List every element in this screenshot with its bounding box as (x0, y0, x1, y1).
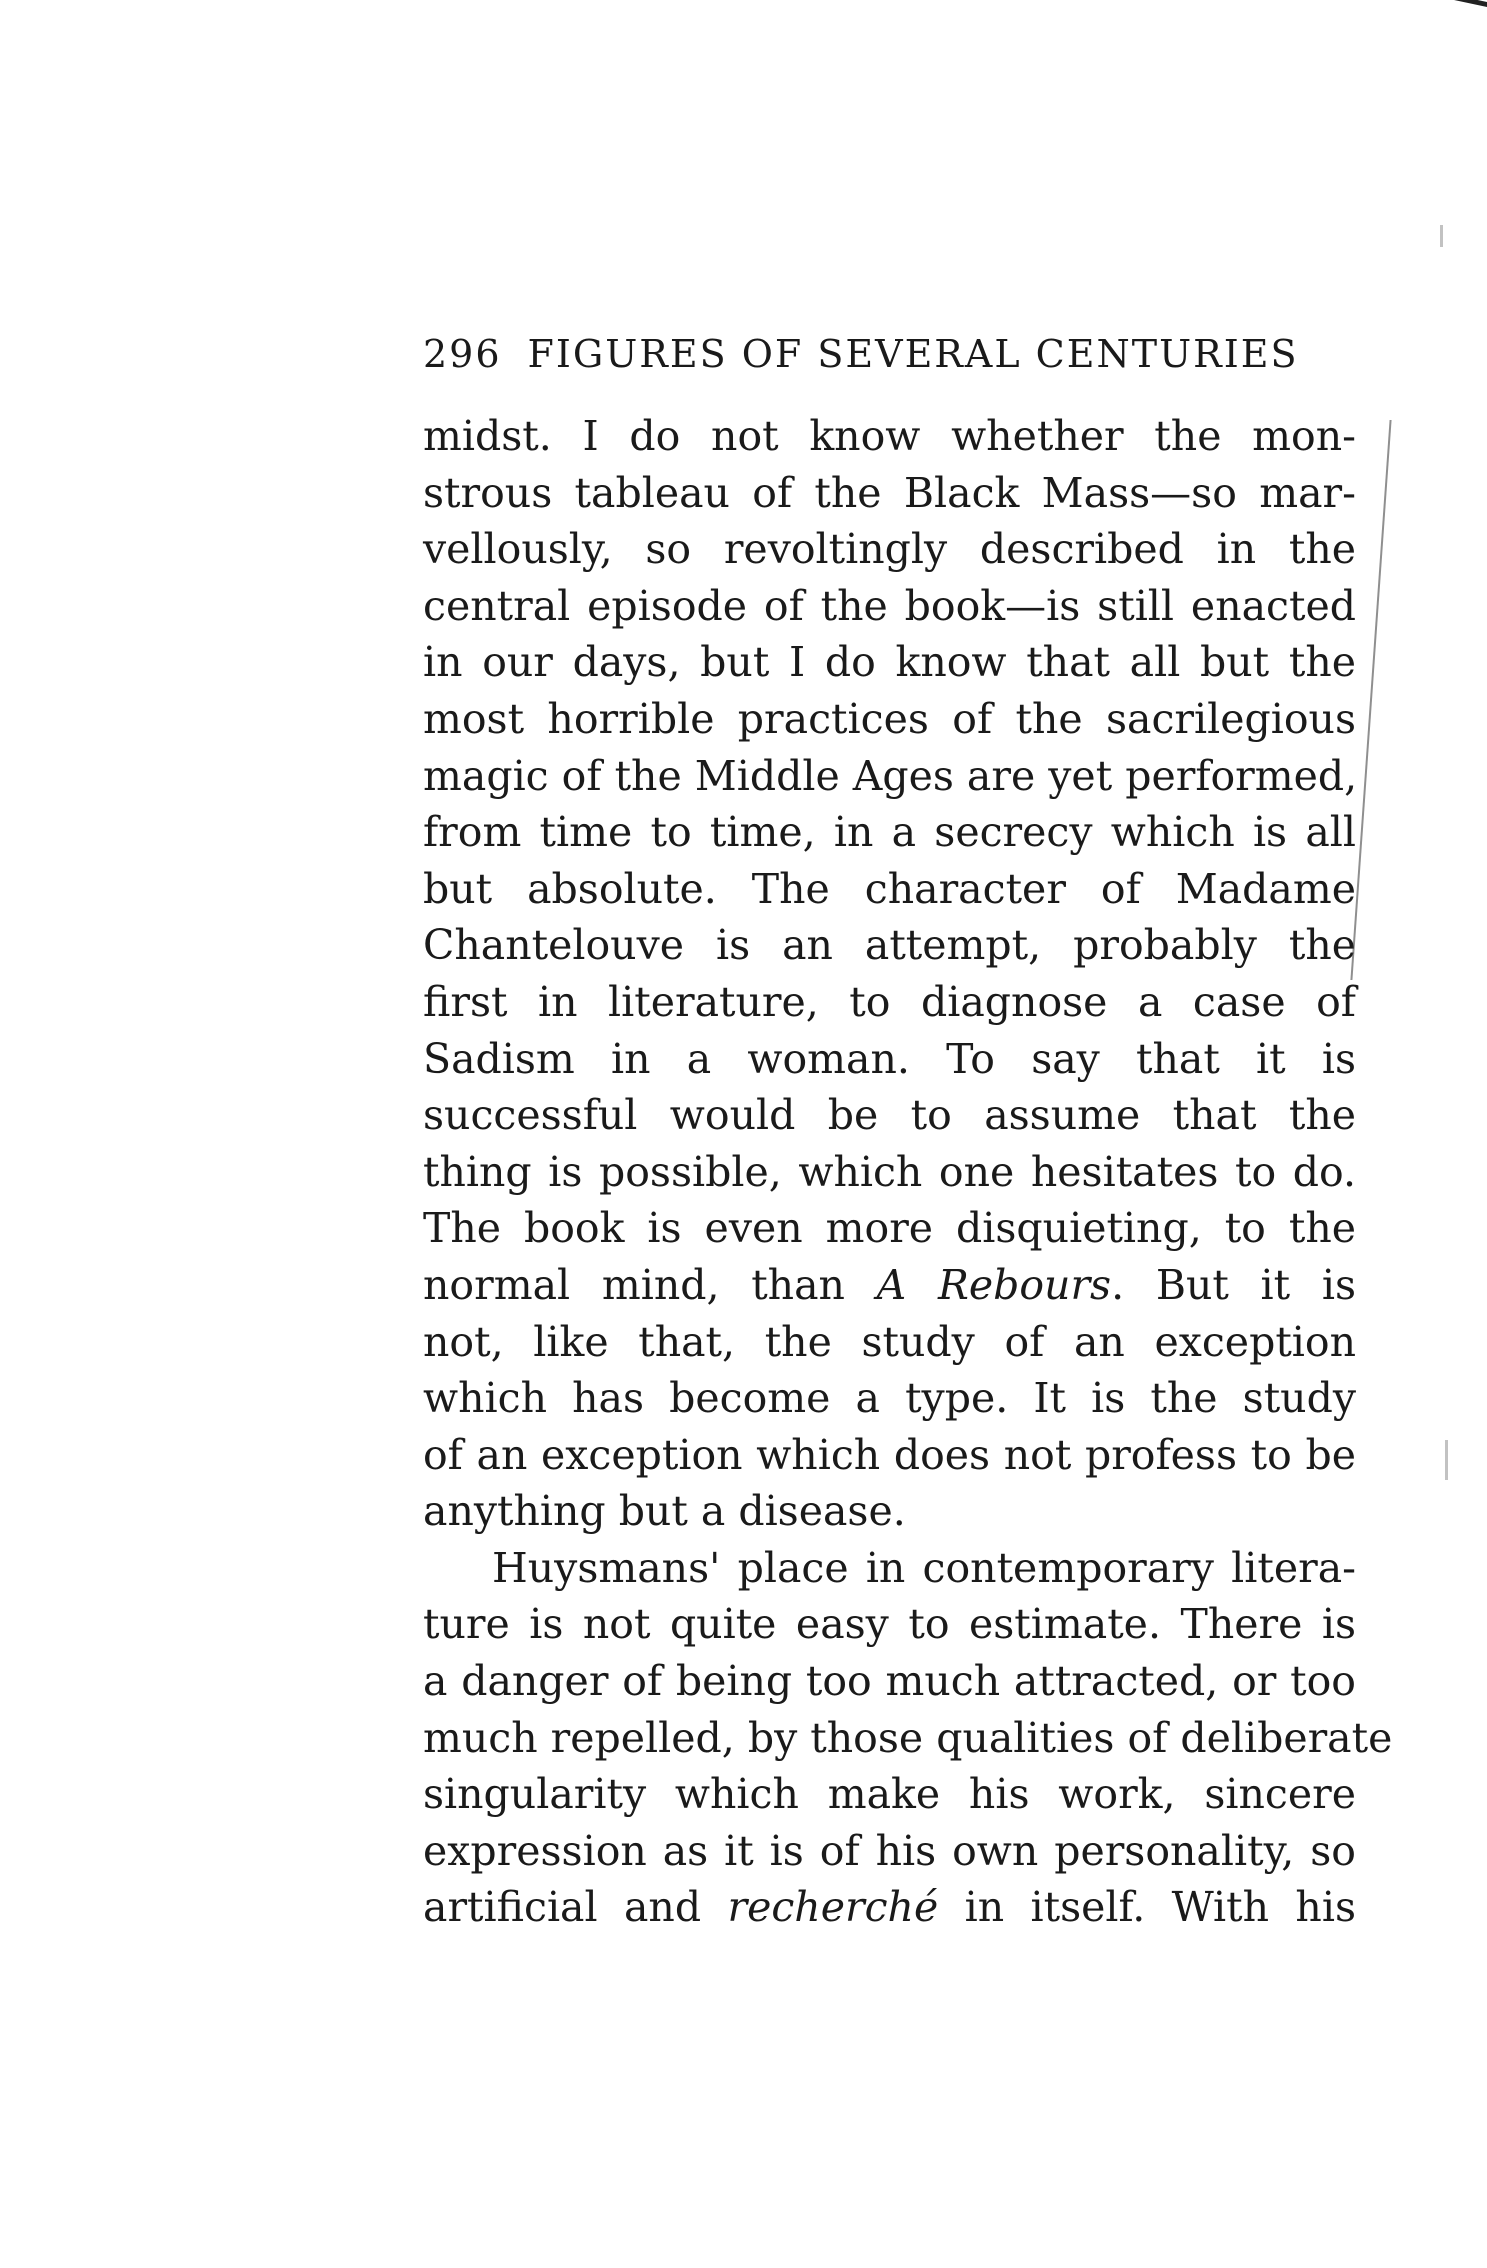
scan-speck (1440, 225, 1443, 247)
text-line: a danger of being too much attracted, or too (423, 1657, 1356, 1706)
text-line: vellously, so revoltingly described in the (423, 525, 1356, 574)
text-line: Chantelouve is an attempt, probably the (423, 921, 1356, 970)
scan-speck (1445, 1440, 1448, 1480)
text-line: midst. I do not know whether the mon- (423, 412, 1356, 460)
text-line: strous tableau of the Black Mass—so mar- (423, 468, 1356, 517)
text-line: singularity which make his work, sincere (423, 1770, 1356, 1819)
paragraph-1 (423, 408, 1356, 1540)
page-number: 296 (423, 332, 502, 376)
text-line: in our days, but I do know that all but the (423, 638, 1356, 687)
scan-corner-mark (1441, 0, 1487, 27)
text-line: normal mind, than A Rebours. But it is (423, 1260, 1356, 1309)
text-line: much repelled, by those qualities of deliberate (423, 1713, 1393, 1762)
text-line: successful would be to assume that the (423, 1091, 1356, 1140)
text-line: anything but a disease. (423, 1487, 906, 1536)
text-line: expression as it is of his own personality, so (423, 1826, 1356, 1875)
text-line: central episode of the book—is still enacted (423, 581, 1356, 630)
text-line: first in literature, to diagnose a case of (423, 977, 1356, 1026)
text-line: Huysmans' place in contemporary litera- (492, 1543, 1356, 1592)
text-line: artificial and recherché in itself. With his (423, 1883, 1356, 1932)
text-line: most horrible practices of the sacrilegious (423, 694, 1356, 743)
text-line: ture is not quite easy to estimate. There is (423, 1600, 1356, 1649)
text-line: not, like that, the study of an exception (423, 1317, 1356, 1366)
text-line: but absolute. The character of Madame (423, 864, 1356, 913)
text-line: magic of the Middle Ages are yet performed, (423, 751, 1358, 800)
text-line: Sadism in a woman. To say that it is (423, 1034, 1356, 1083)
text-line: thing is possible, which one hesitates to do. (423, 1147, 1356, 1196)
body-text (423, 408, 1393, 1936)
running-head (423, 332, 1353, 392)
paragraph-2 (423, 1540, 1393, 1936)
text-line: The book is even more disquieting, to the (423, 1204, 1356, 1253)
running-title: FIGURES OF SEVERAL CENTURIES (527, 332, 1299, 376)
italic-term: A Rebours (876, 1260, 1112, 1309)
text-line: from time to time, in a secrecy which is all (423, 808, 1356, 857)
italic-term: recherché (727, 1883, 939, 1932)
text-line: of an exception which does not profess to be (423, 1430, 1356, 1479)
text-line: which has become a type. It is the study (423, 1374, 1356, 1423)
